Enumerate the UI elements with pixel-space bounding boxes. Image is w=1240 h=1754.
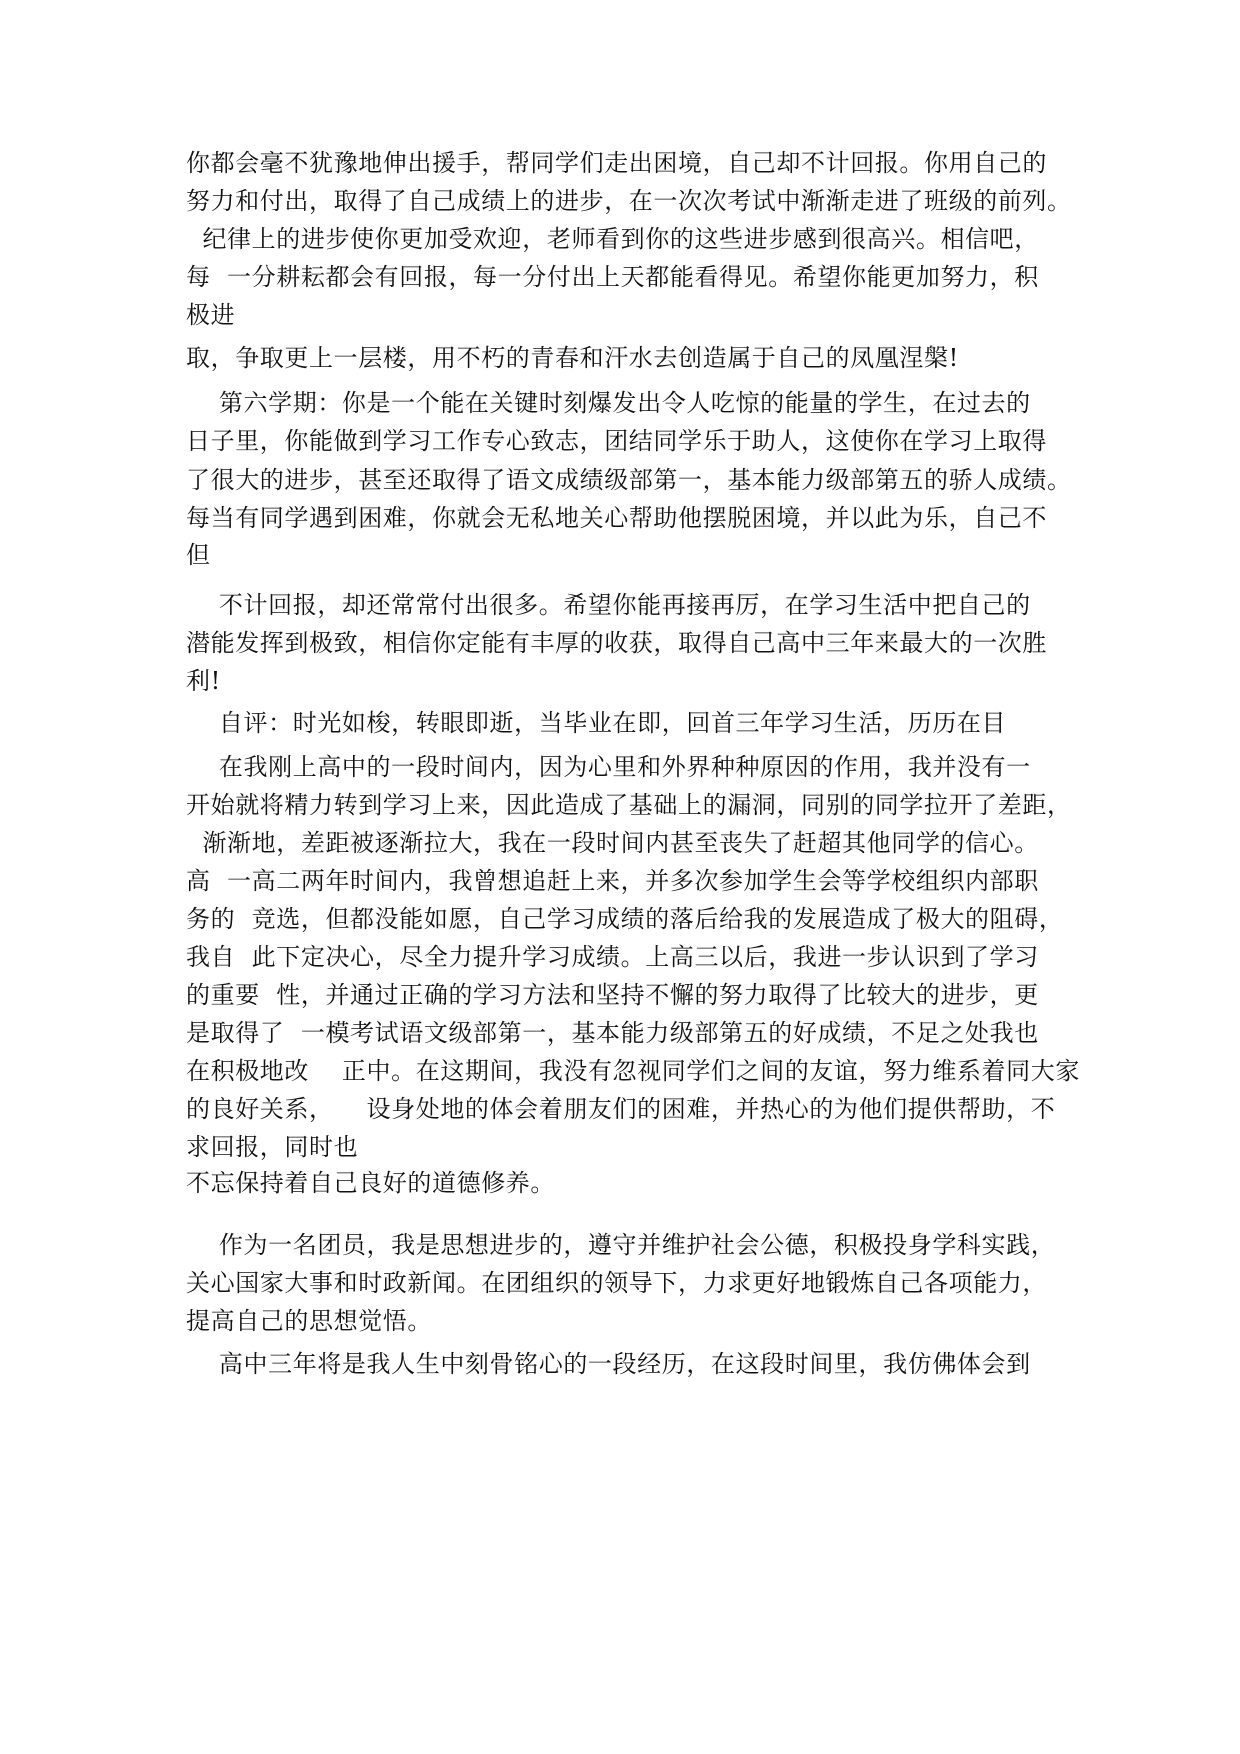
- text-line: 你都会毫不犹豫地伸出援手，帮同学们走出困境，自己却不计回报。你用自己的: [186, 149, 1047, 177]
- text-line: 求回报，同时也: [186, 1133, 359, 1161]
- text-line: 的良好关系， 设身处地的体会着朋友们的困难，并热心的为他们提供帮助，不: [186, 1095, 1056, 1123]
- text-line: 在我刚上高中的一段时间内，因为心里和外界种种原因的作用，我并没有一: [186, 753, 1031, 781]
- text-line: 渐渐地，差距被逐渐拉大，我在一段时间内甚至丧失了赶超其他同学的信心。: [186, 829, 1039, 857]
- text-line: 利!: [186, 667, 221, 695]
- text-line: 自评：时光如梭，转眼即逝，当毕业在即，回首三年学习生活，历历在目: [186, 709, 1007, 737]
- text-line: 高中三年将是我人生中刻骨铭心的一段经历，在这段时间里，我仿佛体会到: [186, 1350, 1031, 1378]
- text-line: 了很大的进步，甚至还取得了语文成绩级部第一，基本能力级部第五的骄人成绩。: [186, 466, 1072, 494]
- text-line: 是取得了 一模考试语文级部第一，基本能力级部第五的好成绩，不足之处我也: [186, 1019, 1039, 1047]
- text-line: 作为一名团员，我是思想进步的，遵守并维护社会公德，积极投身学科实践，: [186, 1231, 1056, 1259]
- text-line: 关心国家大事和时政新闻。在团组织的领导下，力求更好地锻炼自己各项能力，: [186, 1269, 1047, 1297]
- text-line: 提高自己的思想觉悟。: [186, 1307, 432, 1335]
- text-line: 但: [186, 541, 211, 569]
- text-line: 高 一高二两年时间内，我曾想追赶上来，并多次参加学生会等学校组织内部职: [186, 867, 1039, 895]
- text-line: 第六学期：你是一个能在关键时刻爆发出令人吃惊的能量的学生，在过去的: [186, 389, 1031, 417]
- text-line: 开始就将精力转到学习上来，因此造成了基础上的漏洞，同别的同学拉开了差距，: [186, 791, 1072, 819]
- text-line: 务的 竞选，但都没能如愿，自己学习成绩的落后给我的发展造成了极大的阻碍，: [186, 905, 1064, 933]
- text-line: 在积极地改 正中。在这期间，我没有忽视同学们之间的友谊，努力维系着同大家: [186, 1057, 1080, 1085]
- text-line: 每 一分耕耘都会有回报，每一分付出上天都能看得见。希望你能更加努力，积: [186, 263, 1039, 291]
- text-line: 潜能发挥到极致，相信你定能有丰厚的收获，取得自己高中三年来最大的一次胜: [186, 629, 1047, 657]
- text-line: 不忘保持着自己良好的道德修养。: [186, 1169, 555, 1197]
- text-line: 日子里，你能做到学习工作专心致志，团结同学乐于助人，这使你在学习上取得: [186, 427, 1047, 455]
- text-line: 努力和付出，取得了自己成绩上的进步，在一次次考试中渐渐走进了班级的前列。: [186, 187, 1072, 215]
- text-line: 的重要 性，并通过正确的学习方法和坚持不懈的努力取得了比较大的进步，更: [186, 981, 1039, 1009]
- text-line: 不计回报，却还常常付出很多。希望你能再接再厉，在学习生活中把自己的: [186, 591, 1031, 619]
- text-line: 取，争取更上一层楼，用不朽的青春和汗水去创造属于自己的凤凰涅槃!: [186, 344, 959, 372]
- text-line: 纪律上的进步使你更加受欢迎，老师看到你的这些进步感到很高兴。相信吧，: [186, 225, 1039, 253]
- text-line: 每当有同学遇到困难，你就会无私地关心帮助他摆脱困境，并以此为乐，自己不: [186, 504, 1047, 532]
- text-line: 极进: [186, 301, 236, 329]
- text-line: 我自 此下定决心，尽全力提升学习成绩。上高三以后，我进一步认识到了学习: [186, 943, 1039, 971]
